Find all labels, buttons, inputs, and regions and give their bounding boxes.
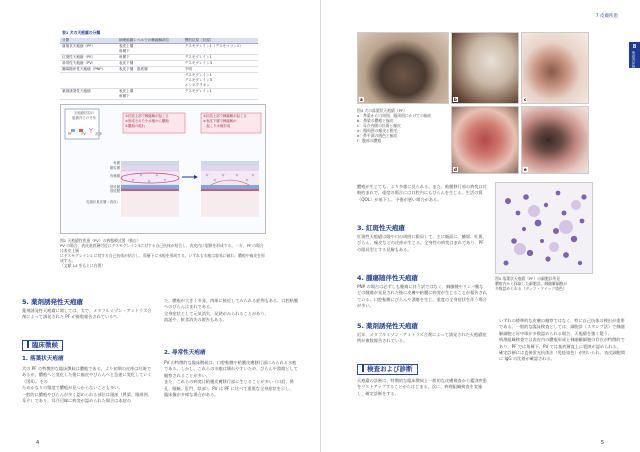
photo-label-c: c	[524, 97, 527, 102]
legend-item: PF	[68, 132, 72, 136]
pathology-diagram	[60, 104, 266, 234]
table-cell: 表皮上層 角層下	[117, 44, 183, 55]
table-cell: 角層下	[117, 55, 183, 61]
table-row	[60, 44, 258, 55]
callout-pv: ①抗原上部で棘融解が起こる ②表皮下層で棘融解が 起こり水疱形成	[203, 114, 247, 128]
photo-c	[521, 32, 589, 104]
table-cell: デスモグレイン1 デスモグレイン3 エンボプラキン	[183, 73, 258, 89]
table-cell	[60, 73, 117, 89]
sub-heading-pf: 1. 落葉状天疱瘡	[22, 356, 64, 362]
legend-item: PV	[81, 132, 86, 136]
layer-label: 角層	[113, 161, 120, 165]
para-drug: 近年、メタフルミゾン・アミトラズ合剤によって誘発された天疱瘡症例が複数報告されている。	[357, 332, 487, 344]
table-cell: 薬剤誘発性天疱瘡	[60, 89, 117, 100]
section-box-clinical-signs: 臨床徴候	[22, 340, 63, 351]
table-cell: 腫瘍随伴性天疱瘡（PNP）	[60, 67, 117, 73]
table-cell: 表皮下層	[117, 61, 183, 67]
table-cell: 尋常性天疱瘡（PV）	[60, 61, 117, 67]
photo-d	[451, 106, 519, 174]
photo-label-d: d	[454, 167, 457, 172]
running-header: 7 皮膚疾患	[595, 14, 618, 19]
table-row	[60, 89, 258, 100]
table-cell: 表皮下層 基底層	[117, 67, 183, 73]
para-col2-top: た。膿疱が大きく多発、肉球に接近してみられる症例もある。口腔粘膜へのびらんはまれである。 全身症状として元気消失、発熱がみられることがあり、 流涎や、飲食消失の報告もある。	[164, 298, 298, 323]
section-box-diagnosis: 検査および診断	[357, 364, 418, 375]
chapter-number: 8	[632, 44, 637, 50]
layer-label: 基底膜	[109, 189, 120, 193]
layer-label: 有棘層	[109, 174, 120, 178]
layer-label: 顆粒層	[109, 166, 120, 170]
photos-caption: 図4 犬の落葉状天疱瘡（PF） a：鼻梁から口周囲、眼周囲にかけての痂皮 b：鼻梁の膿疱と痂皮 c：耳介内側の紅斑と痂皮 d：眼周囲の痂皮と脱毛 e：鼻平面の脱色と痂皮 f：腹部の膿疱	[357, 108, 432, 143]
para-drug-induced: 薬剤誘発性天疱瘡に関しては、犬で、メタフルミゾン・アミトラズ合剤によって誘発された PF が複数報告されている⁹⁾。	[22, 308, 152, 320]
table-cell: 落葉状天疱瘡（PF）	[60, 44, 117, 55]
table-row	[60, 73, 258, 89]
photo-label-a: a	[360, 97, 363, 102]
section-heading-pe: 3. 紅斑性天疱瘡	[357, 224, 405, 232]
table-cell: 不明	[183, 67, 258, 73]
para-continued: 膿疱が生じても、より多様に見られる。また、粘膜移行部の病変は比較的まれで、重度の場合には口腔内にもびらんを生じる。生活の質（QOL）が低下し、予後が悪い場合がある。	[357, 184, 487, 202]
right-page	[320, 0, 640, 452]
para-pv: PV の特徴的な臨床徴候は、口腔粘膜や粘膜皮膚移行部にみられる水疱である。しかし、これらの水疱は壊れやすいため、びらんや潰瘍として観察されることが多い。 また、これらの病変は粘膜皮膚移行部に生じることが多い（口唇、鼻孔、眼瞼、肛門、陰部）。PV は PF に比べて重篤な全身症状を示し、 臨床像が多様な場合がある。	[164, 360, 298, 398]
page-number-left: 4	[36, 440, 40, 446]
table-header-cell: 病理組織レベルでの棘融解部位	[117, 38, 183, 44]
section-heading-pnp: 4. 腫瘍随伴性天疱瘡	[357, 274, 418, 282]
layer-label: 乳頭状真皮層（真皮）	[86, 200, 120, 204]
table-header-cell: 標的抗原（抗原）	[183, 38, 258, 44]
legend-title: 天疱瘡抗原の 組織内での分布	[72, 111, 96, 120]
legend-item: 抗体	[95, 132, 102, 136]
figure-caption: 図1 天疱瘡性疾患（PV）の病態模式図（独自） PV の場合、表皮基底層付近にデスモグレイン3に対する自己抗体が結合し、表皮内に裂隙を形成する。一方、PF の場合は表皮上層 にデスモグレイン1 に対する自己抗体が結合し、角層下に水疱を形成する。いずれも水疱は容易に破れ、膿疱や痂皮を形成する。 （文献 14 をもとに作図）	[60, 238, 265, 268]
para-pnp: PNP の場合は必ずしも腫瘍に伴う訳ではなく、胸腺腫やリンパ腫などの腫瘍が発見された後に皮膚や粘膜に病変が生じることが報告されている。口腔粘膜にびらんや潰瘍を生じ、重度の全身症状を伴う場合が多い。	[357, 284, 487, 309]
section-heading-drug: 5. 薬剤誘発性天疱瘡	[357, 322, 418, 330]
legend-items	[68, 132, 102, 137]
table-caption: 表1 犬の天疱瘡の分類	[62, 30, 101, 35]
cytology-caption: 図5 落葉状天疱瘡（PF）の細胞診所見 膿疱内から採取した細胞診。棘融解細胞が 多数認められる（ディフ・クイック染色）	[495, 276, 568, 291]
para-pe: 紅斑性天疱瘡は眼や口の周囲に限局して、主に顔面に、鱗屑、紅斑、びらん、痂皮などの皮疹が生じる。全身性の病変はまれであり、PF の限局型とする見解もある。	[357, 234, 487, 252]
photo-label-b: b	[454, 97, 457, 102]
photo-label-e: e	[524, 167, 527, 172]
table-cell: デスモグレイン1	[183, 89, 258, 100]
layer-label: 基底層	[109, 185, 120, 189]
para-pf: 犬の PF の特徴的な臨床徴候は膿疱である。より初期の皮疹は紅斑であるが、膿疱へと変化した後に痂皮やびらんへと急速に変化していく（図4）。その ためかなりの頻度で膿疱が見つからないことも多い。 一般的に膿疱やびらんが多く認められる部位は頭部（鼻梁、眼周囲、耳介）であり、耳介辺縁に病変が認められた場合は本症の	[22, 366, 152, 404]
chapter-label: 免疫介在性	[632, 51, 636, 69]
para-col-b: いずれの標準的な皮膚の観察ではなく、特に自己抗体の検出が重要である。一般的な臨床検査としては、細胞診（スタンプ法）で棘融解細胞と好中球が多数認められる場合、天疱瘡を強く疑う。 病理組織検査では表皮内の膿疱形成と棘融解細胞の存在が特徴的であり、PF では角層下、PV では基底層直上に裂隙が認められる。確定診断には直接蛍光抗体法（免疫染色）が用いられ、表皮細胞間に IgG の沈着が確認される。	[499, 318, 625, 362]
table-header-cell: 分類	[60, 38, 117, 44]
cytology-cells	[496, 183, 593, 274]
table-cell: 表皮上層 角層下	[117, 89, 183, 100]
callout-pf: ①抗原上部で棘融解が起こる ②形成された小水疱から膿疱 ③膿疱の破れ	[125, 114, 169, 128]
table-cell: デスモグレイン3	[183, 61, 258, 67]
para-diagnosis: 天疱瘡の診断は、特徴的な臨床徴候と一般的な皮膚検査から鑑別疾患をリストアップすることからはじまる。次に、病理組織検査を実施し、確定診断をする。	[357, 378, 487, 396]
chapter-tab[interactable]	[629, 42, 640, 68]
page-number-right: 5	[600, 440, 604, 446]
table-cell: 紅斑性天疱瘡（PE）	[60, 55, 117, 61]
photo-b	[451, 32, 519, 104]
table-cell: デスモグレイン1	[183, 55, 258, 61]
classification-table	[60, 38, 258, 100]
table-cell	[117, 73, 183, 89]
cytology-image	[495, 182, 593, 274]
sub-heading-pv: 2. 尋常性天疱瘡	[164, 350, 206, 356]
photo-a	[357, 32, 449, 104]
table-cell: デスモグレイン1（デスモコリン1）	[183, 44, 258, 55]
photo-e	[521, 106, 589, 174]
section-heading-drug-induced: 5. 薬剤誘発性天疱瘡	[22, 298, 83, 306]
